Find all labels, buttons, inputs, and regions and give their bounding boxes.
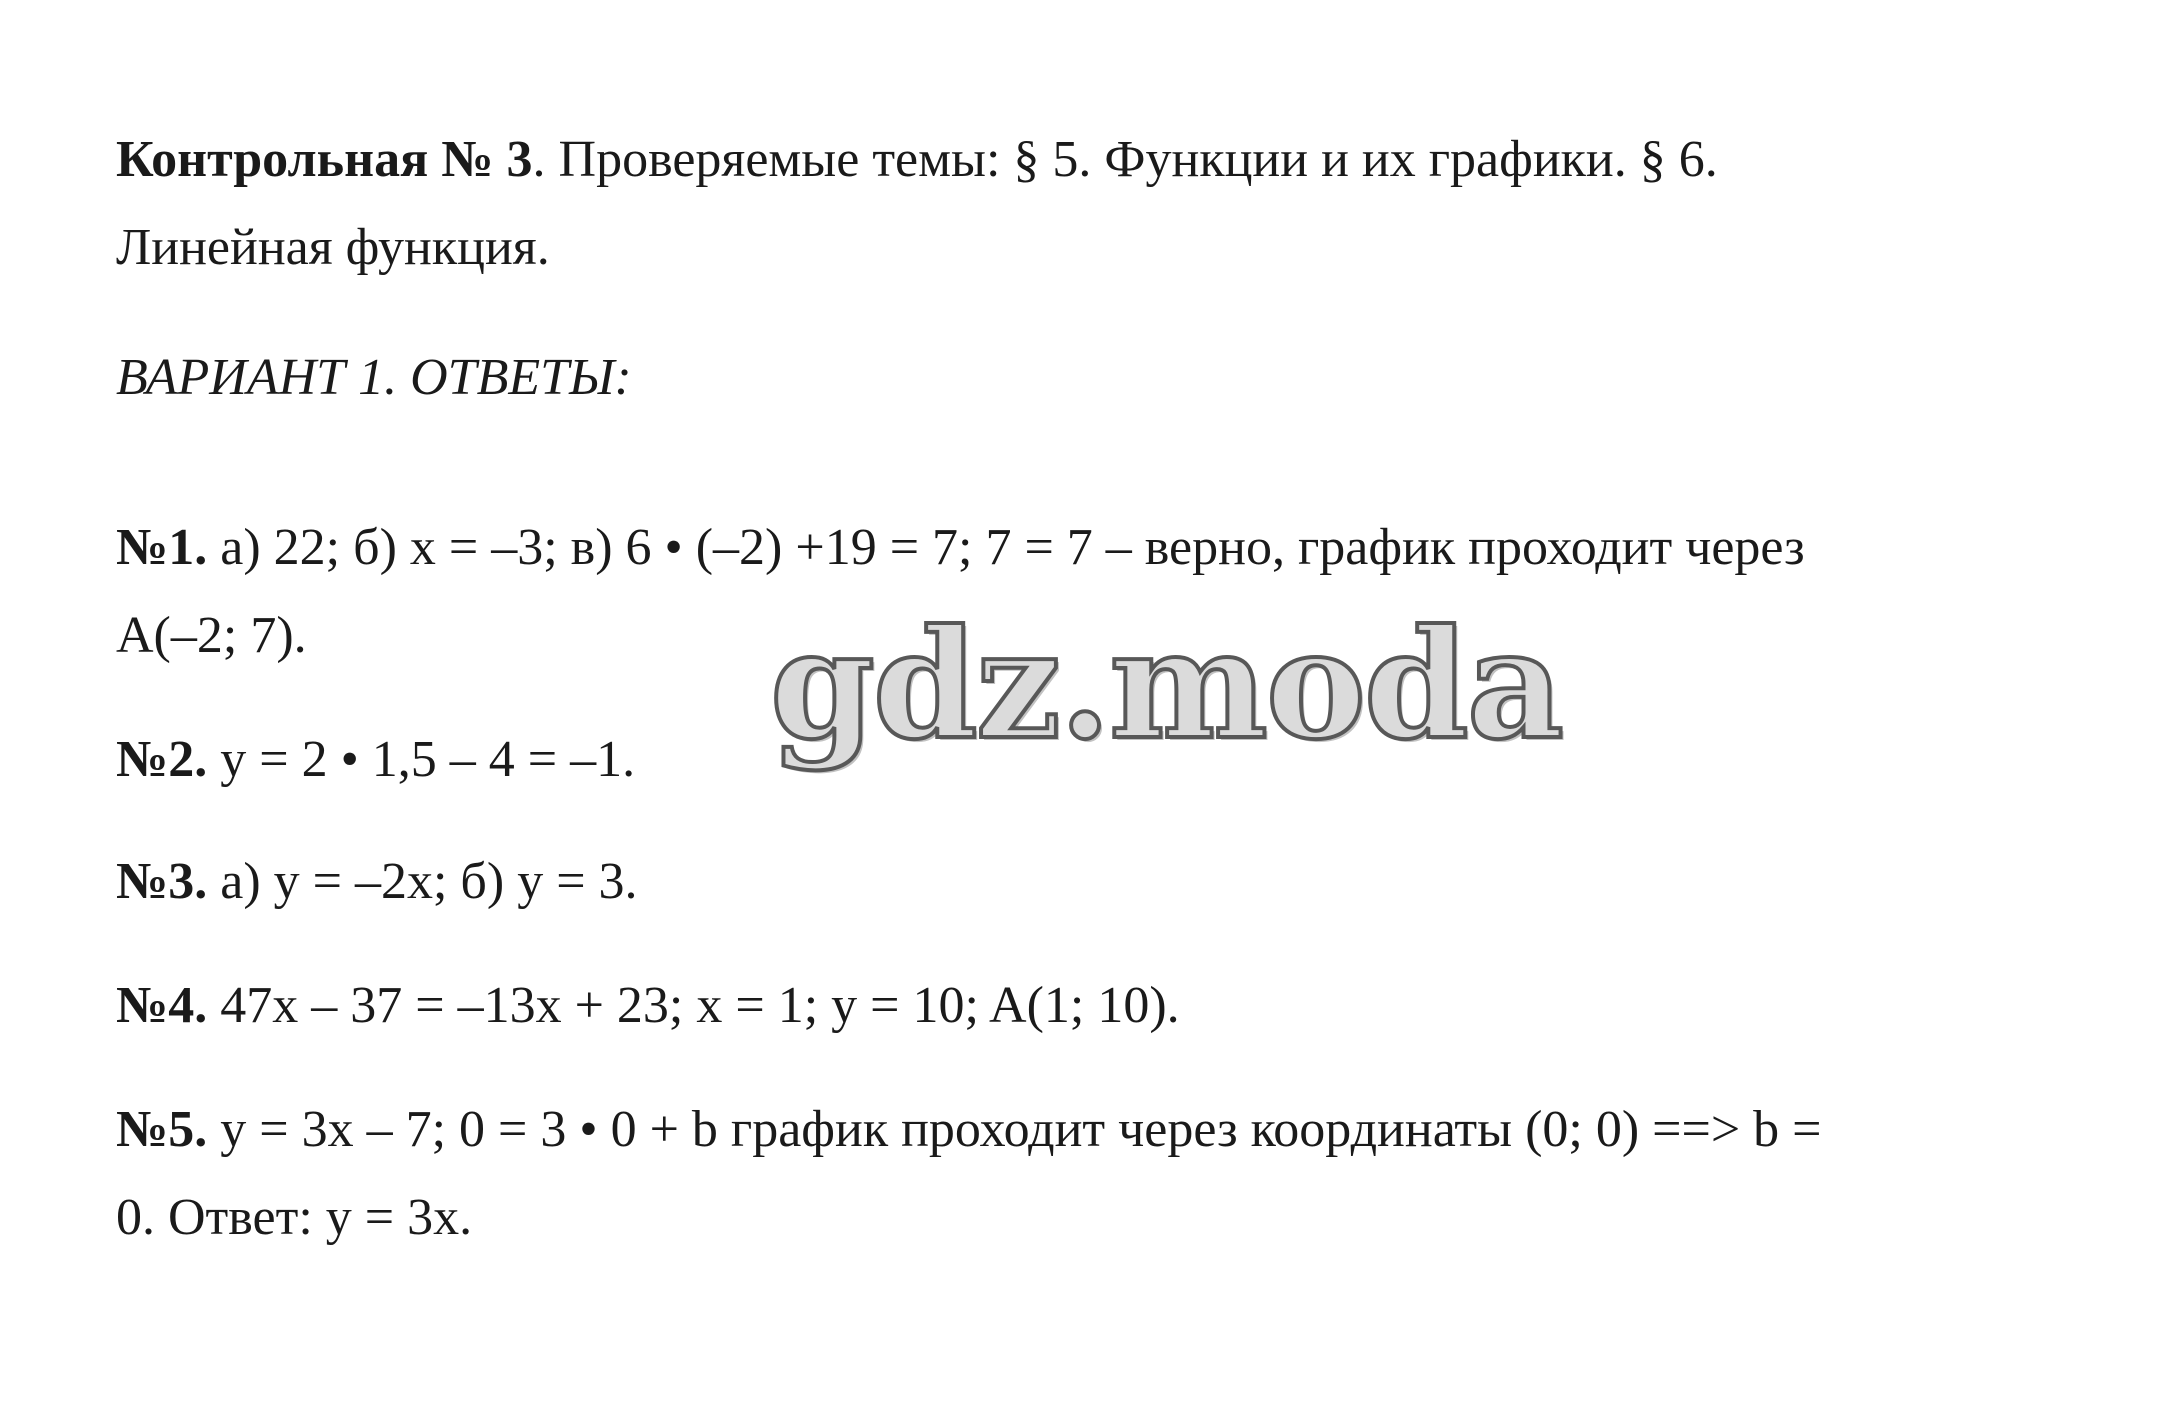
answer-2-text: y = 2 • 1,5 – 4 = –1. — [207, 731, 636, 788]
test-label: Контрольная № 3 — [116, 131, 533, 188]
answer-4-text: 47x – 37 = –13x + 23; x = 1; y = 10; A(1; 10). — [207, 977, 1180, 1034]
answer-5-line-2: 0. Ответ: y = 3x. — [116, 1189, 473, 1246]
answer-5-line-1 — [116, 1100, 1821, 1160]
answer-3-text: а) y = –2x; б) y = 3. — [207, 853, 638, 910]
answer-2 — [116, 730, 635, 790]
watermark-logo: gdz.moda — [770, 597, 1563, 773]
answer-4-number: №4. — [116, 977, 208, 1034]
header-line-1 — [116, 130, 1718, 190]
answer-1-number: №1. — [116, 519, 208, 576]
answer-5-text: y = 3x – 7; 0 = 3 • 0 + b график проходит через координаты (0; 0) ==> b = — [207, 1101, 1822, 1158]
answer-2-number: №2. — [116, 731, 208, 788]
answer-1-text: а) 22; б) x = –3; в) 6 • (–2) +19 = 7; 7 = 7 – верно, график проходит через — [207, 519, 1805, 576]
topics-text: . Проверяемые темы: § 5. Функции и их графики. § 6. — [532, 131, 1718, 188]
answer-1-line-2: A(–2; 7). — [116, 607, 307, 664]
answer-3-number: №3. — [116, 853, 208, 910]
answer-3 — [116, 852, 638, 912]
answer-4 — [116, 976, 1180, 1036]
answer-5-number: №5. — [116, 1101, 208, 1158]
answer-1-line-1 — [116, 518, 1805, 578]
header-line-2: Линейная функция. — [116, 219, 550, 276]
variant-title: ВАРИАНТ 1. ОТВЕТЫ: — [116, 349, 632, 406]
